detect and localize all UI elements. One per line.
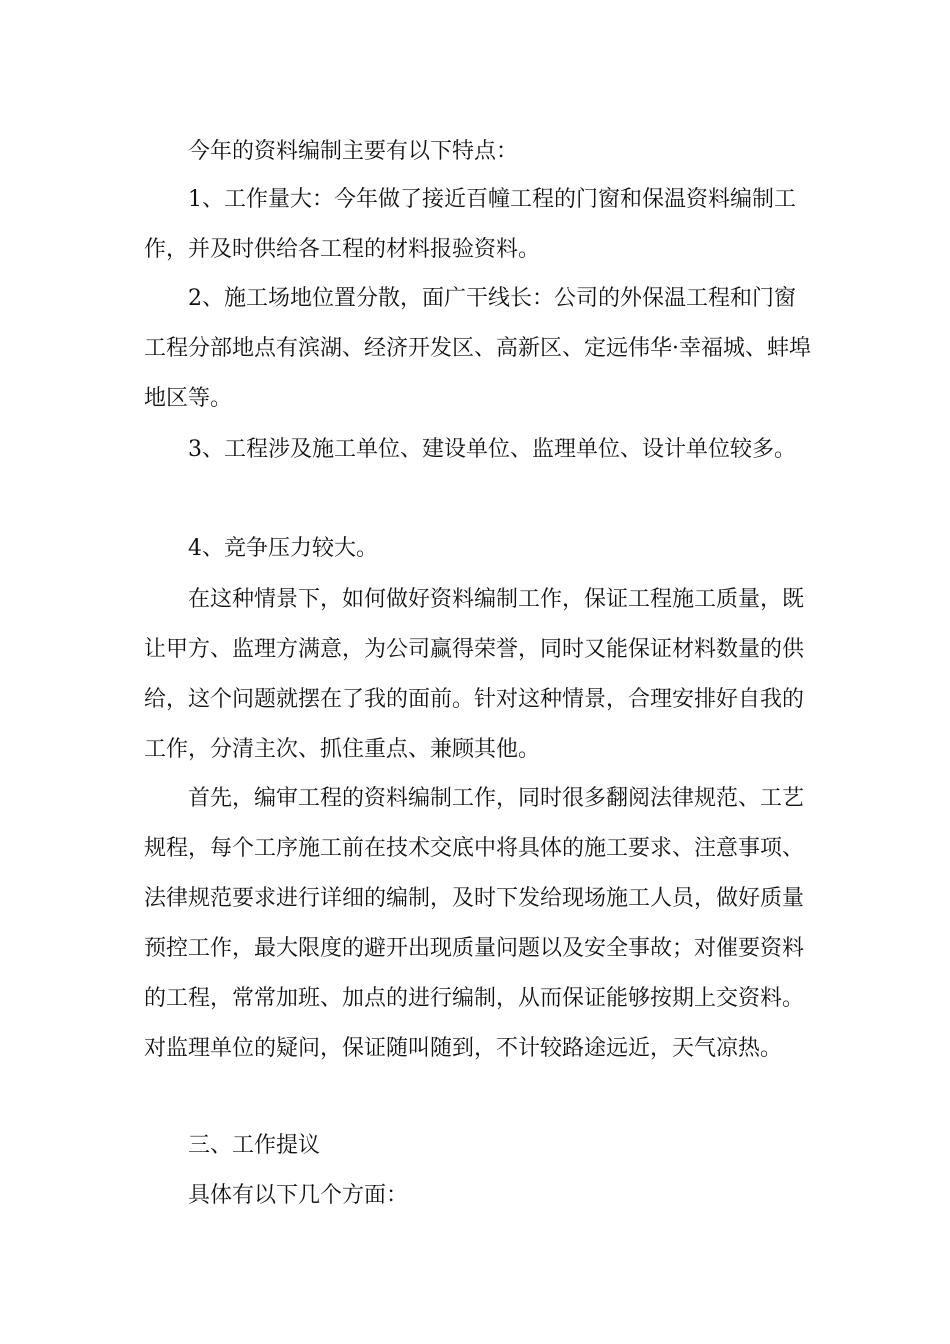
paragraph-point-2: 2、施工场地位置分散，面广干线长：公司的外保温工程和门窗工程分部地点有滨湖、经济开发区、高新区、定远伟华·幸福城、蚌埠地区等。	[144, 286, 811, 411]
paragraph-first: 首先，编审工程的资料编制工作，同时很多翻阅法律规范、工艺规程，每个工序施工前在技术交底中将具体的施工要求、注意事项、法律规范要求进行详细的编制，及时下发给现场施工人员，做好质量预控工作，最大限度的避开出现质量问题以及安全事故；对催要资料的工程，常常加班、加点的进行编制，从而保证能够按期上交资料。对监理单位的疑问，保证随叫随到，不计较路途远近，天气凉热。	[144, 786, 805, 1061]
paragraph-situation: 在这种情景下，如何做好资料编制工作，保证工程施工质量，既让甲方、监理方满意，为公司赢得荣誉，同时又能保证材料数量的供给，这个问题就摆在了我的面前。针对这种情景，合理安排好自我的工作，分清主次、抓住重点、兼顾其他。	[144, 587, 805, 762]
paragraph-point-1: 1、工作量大：今年做了接近百幢工程的门窗和保温资料编制工作，并及时供给各工程的材料报验资料。	[144, 187, 796, 262]
paragraph-aspects: 具体有以下几个方面：	[188, 1183, 409, 1208]
paragraph-intro: 今年的资料编制主要有以下特点：	[188, 139, 519, 164]
section-heading-suggestions: 三、工作提议	[188, 1133, 321, 1158]
paragraph-point-4: 4、竞争压力较大。	[188, 536, 378, 561]
paragraph-point-3: 3、工程涉及施工单位、建设单位、监理单位、设计单位较多。	[188, 437, 796, 462]
